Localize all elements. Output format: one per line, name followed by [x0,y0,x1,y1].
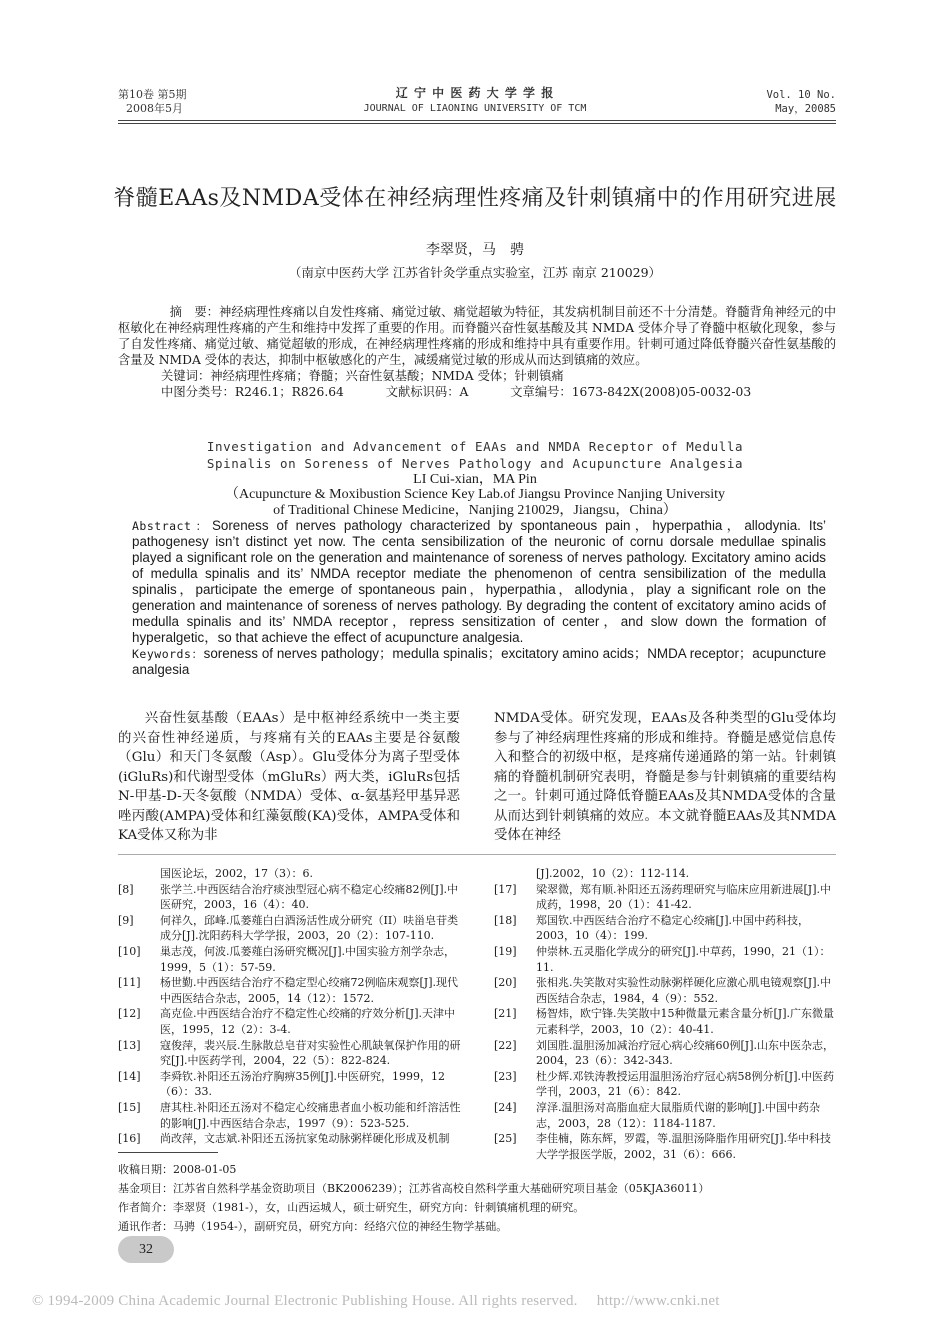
reference-text: 张相兆.失笑散对实验性动脉粥样硬化应激心肌电镜观察[J].中西医结合杂志，1984，4（9）：552. [536,976,831,1005]
reference-item [118,1131,462,1147]
reference-text: 尚改萍，文志斌.补阳还五汤抗家兔动脉粥样硬化形成及机制 [160,1132,450,1146]
reference-text: 李佳楠，陈东辉，罗霞，等.温胆汤降脂作用研究[J].华中科技大学学报医学版，2002，31（6）：666. [536,1132,831,1161]
reference-item [494,1131,838,1162]
reference-number [494,866,536,882]
references-divider [118,854,836,855]
footnotes [118,1160,709,1236]
classification-line [118,384,836,400]
reference-text: 唐其柱.补阳还五汤对不稳定心绞痛患者血小板功能和纤溶活性的影响[J].中西医结合杂志，1997（9）：523-525. [160,1100,461,1130]
body-right-column [494,709,836,846]
en-authors: LI Cui-xian，MA Pin [413,472,537,487]
volume-issue-en: Vol. 10 No. 5 [766,89,836,115]
reference-text: 杨智炜，欧宁锋.失笑散中15种微量元素含量分析[J].广东微量元素科学，2003，10（2）：40-41. [536,1007,834,1036]
reference-item [494,1100,838,1131]
footnote-author-bio: 作者简介：李翠贤（1981-），女，山西运城人，硕士研究生，研究方向：针刺镇痛机理的研究。 [118,1201,585,1214]
volume-issue-cn: 第10卷 第5期 [118,88,187,101]
reference-text: 刘国胜.温胆汤加减治疗冠心病心绞痛60例[J].山东中医杂志，2004，23（6）：342-343. [536,1038,834,1068]
abstract-en [132,518,826,678]
reference-number: [12] [118,1007,141,1021]
reference-number: [14] [118,1069,141,1083]
reference-item [118,1100,462,1131]
body-right-paragraph: NMDA受体。研究发现，EAAs及各种类型的Glu受体均参与了神经病理性疼痛的形成和维持。脊髓是感觉信息传入和整合的初级中枢，是疼痛传递通路的第一站。针刺镇痛的脊髓机制研究表明，脊髓是参与针刺镇痛的重要结构之一。针刺可通过降低脊髓EAAs及其NMDA受体的含量从而达到针刺镇痛的效应。本文就脊髓EAAs及其NMDA受体在神经 [494,711,836,843]
reference-number: [19] [494,944,517,958]
reference-text: 巢志茂，何波.瓜蒌薤白汤研究概况[J].中国实验方剂学杂志，1999，5（1）：57-59. [160,944,455,974]
reference-text: 李舜钦.补阳还五汤治疗胸痹35例[J].中医研究，1999，12（6）：33. [160,1069,445,1099]
affiliation: （南京中医药大学 江苏省针灸学重点实验室，江苏 南京 210029） [288,265,662,280]
reference-text: 淳泽.温胆汤对高脂血症大鼠脂质代谢的影响[J].中国中药杂志，2003，28（12）：1184-1187. [536,1100,820,1130]
reference-text: 杜少辉.邓铁涛教授运用温胆汤治疗冠心病58例分析[J].中医药学刊，2003，21（6）：842. [536,1069,834,1099]
keywords-en-label: Keywords： [132,647,204,661]
reference-number: [13] [118,1038,141,1052]
en-affiliation-line-2: of Traditional Chinese Medicine，Nanjing 210029，Jiangsu，China） [273,503,677,518]
reference-number: [21] [494,1007,517,1021]
abstract-en-text: Soreness of nerves pathology characterized by spontaneous pain，hyperpathia，allodynia. Its’ pathogenesy isn’t distinct yet now. The centa sensibilization of the neuronic of cornu dorsale medullae spinalis played a significant role on the generation and maintenance of soreness of nerves pathology. Excitatory amino acids of medulla spinalis and its’ NMDA receptor mediate the phenomenon of centra sensibilization of the medulla spinalis，participate the emerge of spontaneous pain，hyperpathia，allodynia，play a significant role on the generation and maintenance of soreness of nerves pathology. By degrading the content of excitatory amino acids of medulla spinalis and its’ NMDA receptor，repress sensitization of center，and slow down the formation of hyperalgetic，so that achieve the effect of acupuncture analgesia. [132,518,827,645]
document-code: 文献标识码：A [385,385,469,399]
reference-item [118,975,462,1006]
keywords-cn: 关键词：神经病理性疼痛；脊髓；兴奋性氨基酸；NMDA 受体；针刺镇痛 [161,369,564,383]
copyright-notice: © 1994-2009 China Academic Journal Electronic Publishing House. All rights reserved. http://www.cnki.net [32,1293,720,1309]
reference-text: 梁翠微，郑有顺.补阳还五汤药理研究与临床应用新进展[J].中成药，1998，20（1）：41-42. [536,882,831,912]
reference-item [494,913,838,944]
reference-number: [22] [494,1038,517,1052]
abstract-cn [118,304,836,400]
date-en: May，2008 [775,103,830,115]
reference-text: [J].2002，10（2）：112-114. [536,867,690,880]
reference-item [494,882,838,913]
reference-item [118,944,462,975]
reference-item [118,1038,462,1069]
reference-number: [16] [118,1132,141,1146]
reference-number: [18] [494,913,517,927]
reference-text: 杨世勤.中西医结合治疗不稳定型心绞痛72例临床观察[J].现代中西医结合杂志，2005，14（12）：1572. [160,976,458,1005]
reference-text: 郑国钦.中西医结合治疗不稳定心绞痛[J].中国中药科技，2003，10（4）：199. [536,913,809,943]
body-left-paragraph: 兴奋性氨基酸（EAAs）是中枢神经系统中一类主要的兴奋性神经递质，与疼痛有关的EAAs主要是谷氨酸（Glu）和天门冬氨酸（Asp）。Glu受体分为离子型受体(iGluRs)和代谢型受体（mGluRs）两大类，iGluRs包括N-甲基-D-天冬氨酸（NMDA）受体、α-氨基羟甲基异恶唑丙酸(AMPA)受体和红藻氨酸(KA)受体，AMPA受体和KA受体又称为非 [118,711,460,843]
en-title [0,438,950,472]
en-title-line-1: Investigation and Advancement of EAAs and NMDA Receptor of Medulla [206,439,744,454]
paper-title: 脊髓EAAs及NMDA受体在神经病理性疼痛及针刺镇痛中的作用研究进展 [113,186,837,211]
reference-text: 寇俊萍，裴兴辰.生脉散总皂苷对实验性心肌缺氧保护作用的研究[J].中医药学刊，2004，22（5）：822-824. [160,1038,461,1068]
reference-item [494,1069,838,1100]
reference-text: 国医论坛，2002，17（3）：6. [160,867,313,880]
reference-item [118,913,462,944]
reference-number: [11] [118,976,141,990]
reference-item [494,1006,838,1037]
journal-name-cn: 辽 宁 中 医 药 大 学 学 报 [395,86,555,100]
journal-name-en: JOURNAL OF LIAONING UNIVERSITY OF TCM [363,103,587,114]
reference-number: [23] [494,1069,517,1083]
references-left [118,866,462,1147]
date-cn: 2008年5月 [126,102,183,115]
reference-item [118,866,462,882]
page-number: 32 [118,1236,174,1263]
reference-item [494,944,838,975]
clc-number: 中图分类号：R246.1；R826.64 [161,385,344,399]
reference-number: [9] [118,913,134,927]
en-title-line-2: Spinalis on Soreness of Nerves Pathology and Acupuncture Analgesia [206,456,744,471]
footnote-received: 收稿日期：2008-01-05 [118,1163,237,1176]
abstract-en-label: Abstract： [132,519,212,533]
reference-item [118,1069,462,1100]
reference-text: 张学兰.中西医结合治疗痰浊型冠心病不稳定心绞痛82例[J].中医研究，2003，16（4）：40. [160,882,458,912]
reference-number: [25] [494,1132,517,1146]
reference-number: [17] [494,882,517,896]
reference-item [118,1006,462,1037]
footnote-rule [118,1152,218,1153]
references-right [494,866,838,1162]
reference-number: [15] [118,1100,141,1114]
abstract-cn-text: 摘 要：神经病理性疼痛以自发性疼痛、痛觉过敏、痛觉超敏为特征，其发病机制目前还不十分清楚。脊髓背角神经元的中枢敏化在神经病理性疼痛的产生和维持中发挥了重要的作用。而脊髓兴奋性氨基酸及其 NMDA 受体介导了脊髓中枢敏化现象，参与了自发性疼痛、痛觉过敏、痛觉超敏的形成，在神经病理性疼痛的形成和维持中具有重要作用。针刺可通过降低脊髓兴奋性氨基酸的含量及 NMDA 受体的表达，抑制中枢敏感化的产生，减缓痛觉过敏的形成从而达到镇痛的效应。 [118,305,836,367]
reference-item [118,882,462,913]
footnote-funding: 基金项目：江苏省自然科学基金资助项目（BK2006239）；江苏省高校自然科学重大基础研究项目基金（05KJA36011） [118,1182,710,1195]
reference-text: 高克俭.中西医结合治疗不稳定性心绞痛的疗效分析[J].天津中医，1995，12（2）：3-4. [160,1007,455,1036]
keywords-en-text: soreness of nerves pathology；medulla spinalis；excitatory amino acids；NMDA receptor；acupuncture analgesia [132,646,827,677]
reference-text: 仲崇林.五灵脂化学成分的研究[J].中草药，1990，21（1）：11. [536,944,831,974]
reference-number [118,866,160,882]
reference-text: 何祥久，邱峰.瓜蒌薤白白酒汤活性成分研究（II）呋甾皂苷类成分[J].沈阳药科大学学报，2003，20（2）：107-110. [160,913,459,943]
reference-number: [8] [118,882,134,896]
en-affiliation-line-1: （Acupuncture & Moxibustion Science Key Lab.of Jiangsu Province Nanjing University [224,487,725,502]
en-affiliation [0,487,950,519]
body-left-column [118,709,460,846]
reference-item [494,975,838,1006]
reference-item [494,866,838,882]
reference-number: [24] [494,1100,517,1114]
authors: 李翠贤，马 骋 [426,242,524,258]
reference-number: [10] [118,944,141,958]
reference-number: [20] [494,976,517,990]
footnote-corresponding: 通讯作者：马骋（1954-），副研究员，研究方向：经络穴位的神经生物学基础。 [118,1220,508,1233]
article-number: 文章编号：1673-842X(2008)05-0032-03 [510,385,752,399]
reference-item [494,1038,838,1069]
header-rule-secondary [118,123,836,124]
header-rule [118,120,836,121]
